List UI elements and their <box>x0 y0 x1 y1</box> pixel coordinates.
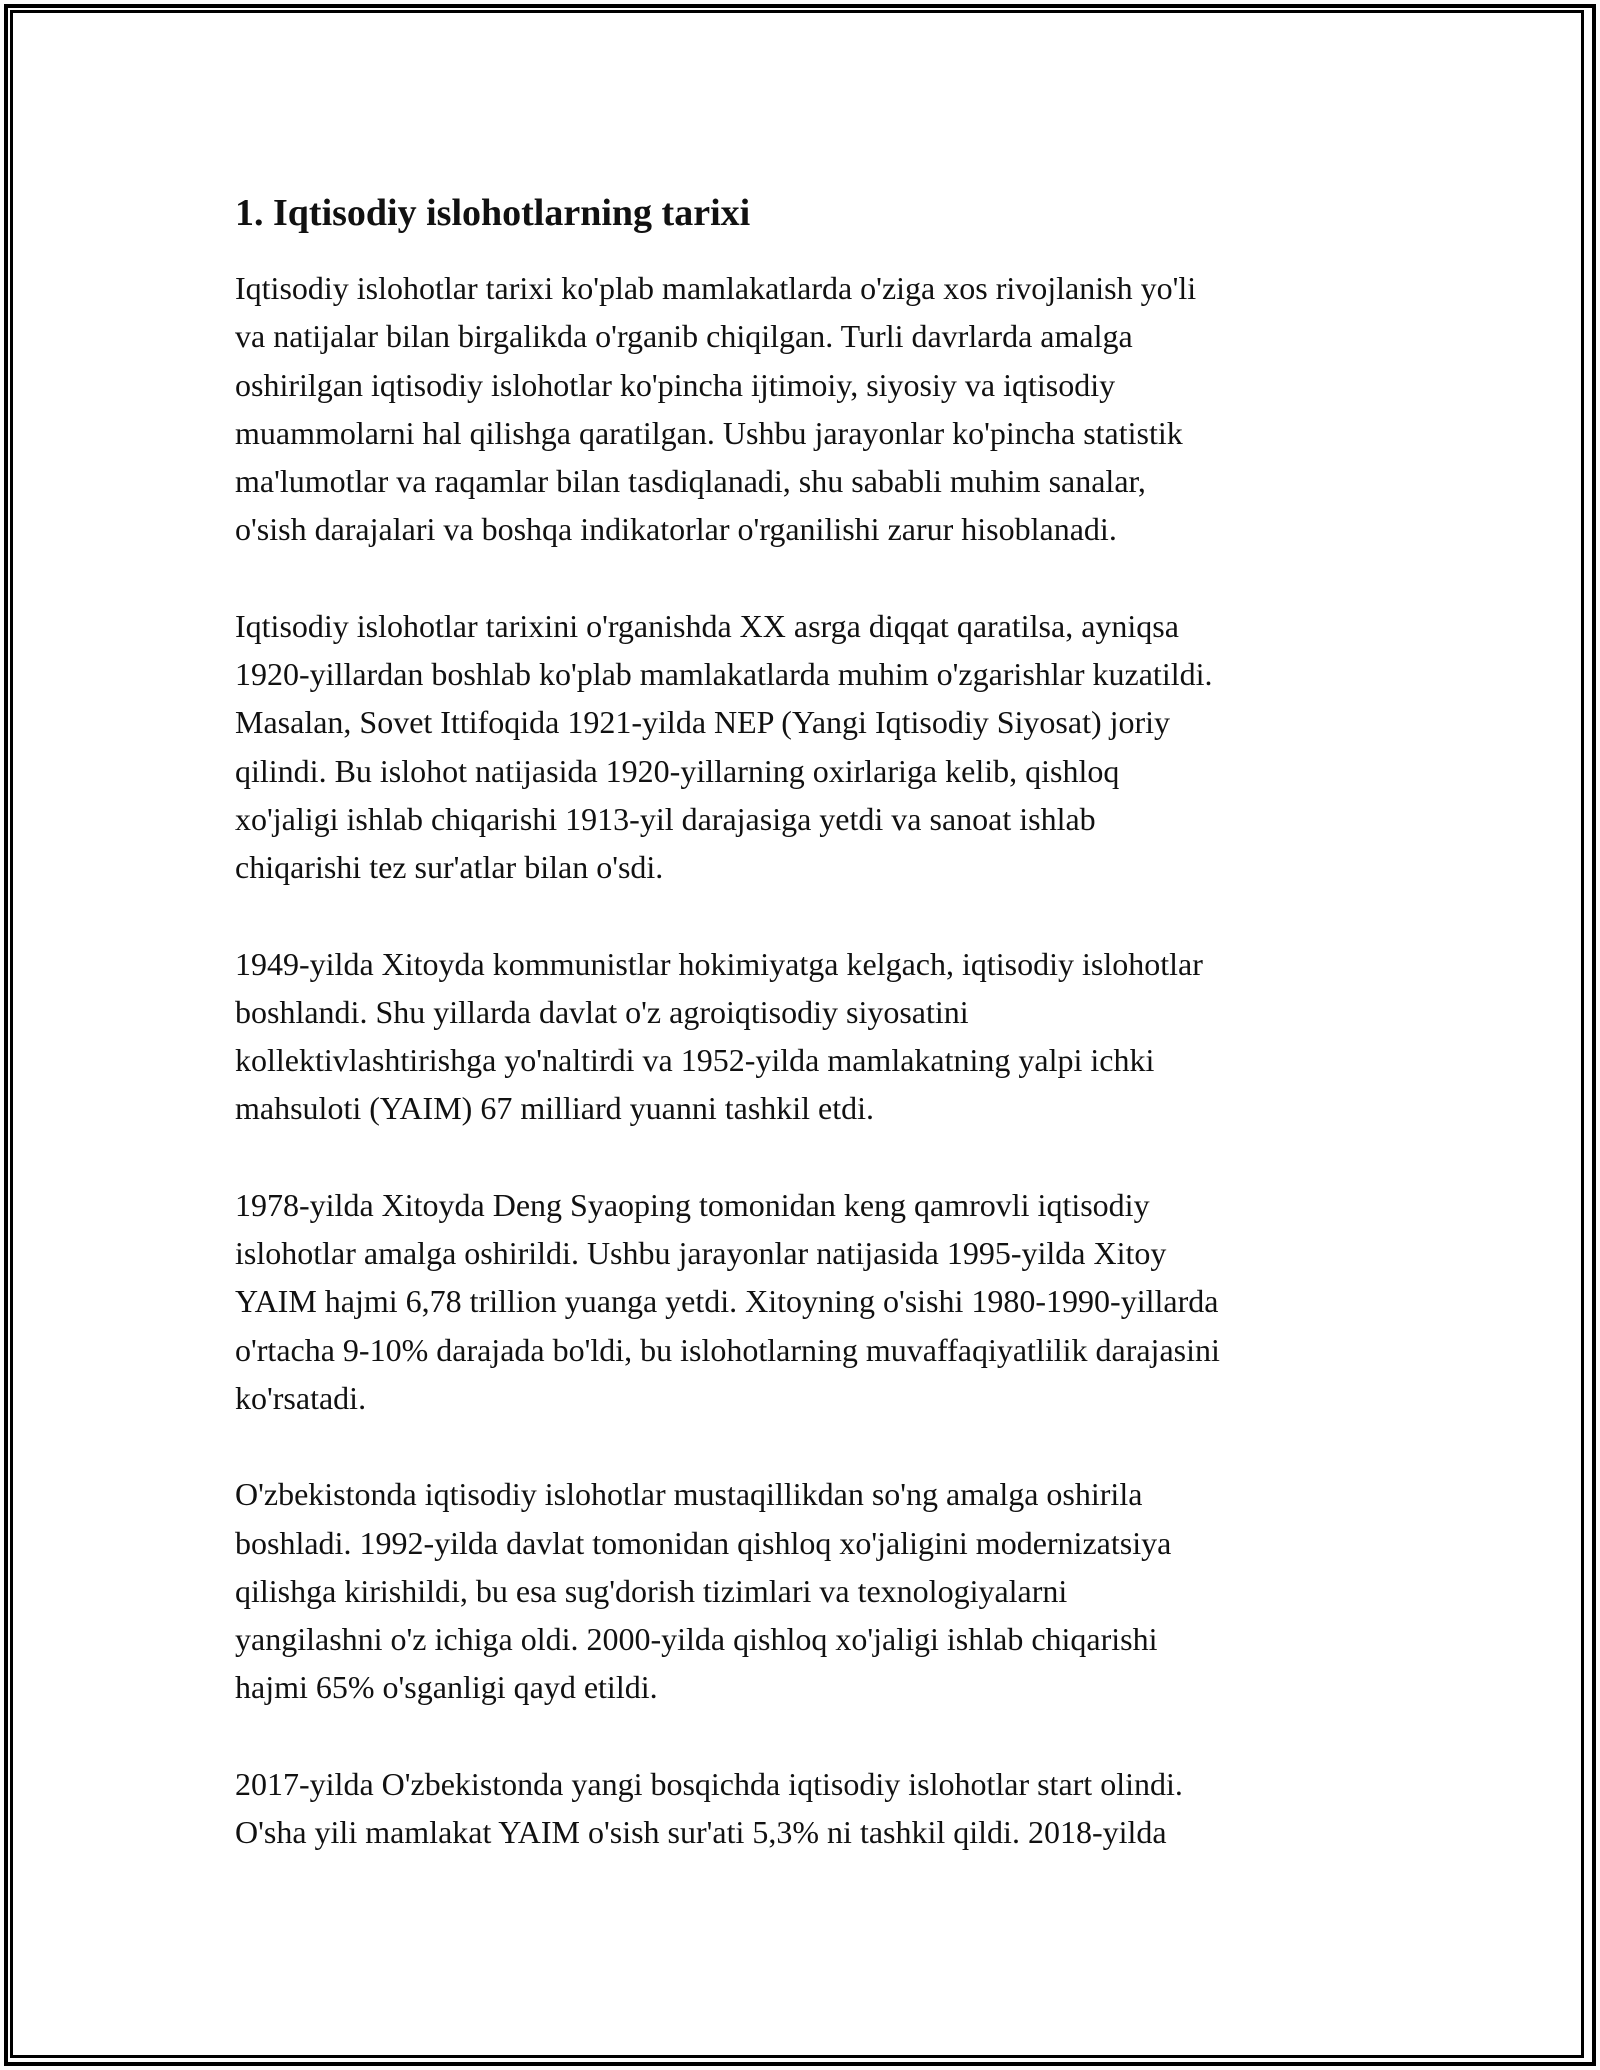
section-title: 1. Iqtisodiy islohotlarning tarixi <box>235 192 751 234</box>
paragraph-china-1978: 1978-yilda Xitoyda Deng Syaoping tomonidan keng qamrovli iqtisodiy islohotlar amalga oshirildi. Ushbu jarayonlar natijasida 1995-yilda Xitoy YAIM hajmi 6,78 trillion yuanga yetdi. Xitoyning o'sishi 1980-1990-yillarda o'rtacha 9-10% darajada bo'ldi, bu islohotlarning muvaffaqiyatlilik darajasini ko'rsatadi. <box>235 1186 1220 1416</box>
document-body <box>235 187 1385 1904</box>
paragraph-intro: Iqtisodiy islohotlar tarixi ko'plab mamlakatlarda o'ziga xos rivojlanish yo'li va natijalar bilan birgalikda o'rganib chiqilgan. Turli davrlarda amalga oshirilgan iqtisodiy islohotlar ko'pincha ijtimoiy, siyosiy va iqtisodiy muammolarni hal qilishga qaratilgan. Ushbu jarayonlar ko'pincha statistik ma'lumotlar va raqamlar bilan tasdiqlanadi, shu sababli muhim sanalar, o'sish darajalari va boshqa indikatorlar o'rganilishi zarur hisoblanadi. <box>235 270 1197 548</box>
paragraph-china-1949: 1949-yilda Xitoyda kommunistlar hokimiyatga kelgach, iqtisodiy islohotlar boshlandi. Shu yillarda davlat o'z agroiqtisodiy siyosatini kollektivlashtirishga yo'naltirdi va 1952-yilda mamlakatning yalpi ichki mahsuloti (YAIM) 67 milliard yuanni tashkil etdi. <box>235 945 1203 1127</box>
paragraph-uzbekistan-1992: O'zbekistonda iqtisodiy islohotlar mustaqillikdan so'ng amalga oshirila boshladi. 1992-yilda davlat tomonidan qishloq xo'jaligini modernizatsiya qilishga kirishildi, bu esa sug'dorish tizimlari va texnologiyalarni yangilashni o'z ichiga oldi. 2000-yilda qishloq xo'jaligi ishlab chiqarishi hajmi 65% o'sganligi qayd etildi. <box>235 1476 1172 1706</box>
paragraph-uzbekistan-2017: 2017-yilda O'zbekistonda yangi bosqichda iqtisodiy islohotlar start olindi. O'sha yili mamlakat YAIM o'sish sur'ati 5,3% ni tashkil qildi. 2018-yilda <box>235 1765 1183 1851</box>
paragraph-nep: Iqtisodiy islohotlar tarixini o'rganishda XX asrga diqqat qaratilsa, ayniqsa 1920-yillardan boshlab ko'plab mamlakatlarda muhim o'zgarishlar kuzatildi. Masalan, Sovet Ittifoqida 1921-yilda NEP (Yangi Iqtisodiy Siyosat) joriy qilindi. Bu islohot natijasida 1920-yillarning oxirlariga kelib, qishloq xo'jaligi ishlab chiqarishi 1913-yil darajasiga yetdi va sanoat ishlab chiqarishi tez sur'atlar bilan o'sdi. <box>235 607 1213 886</box>
